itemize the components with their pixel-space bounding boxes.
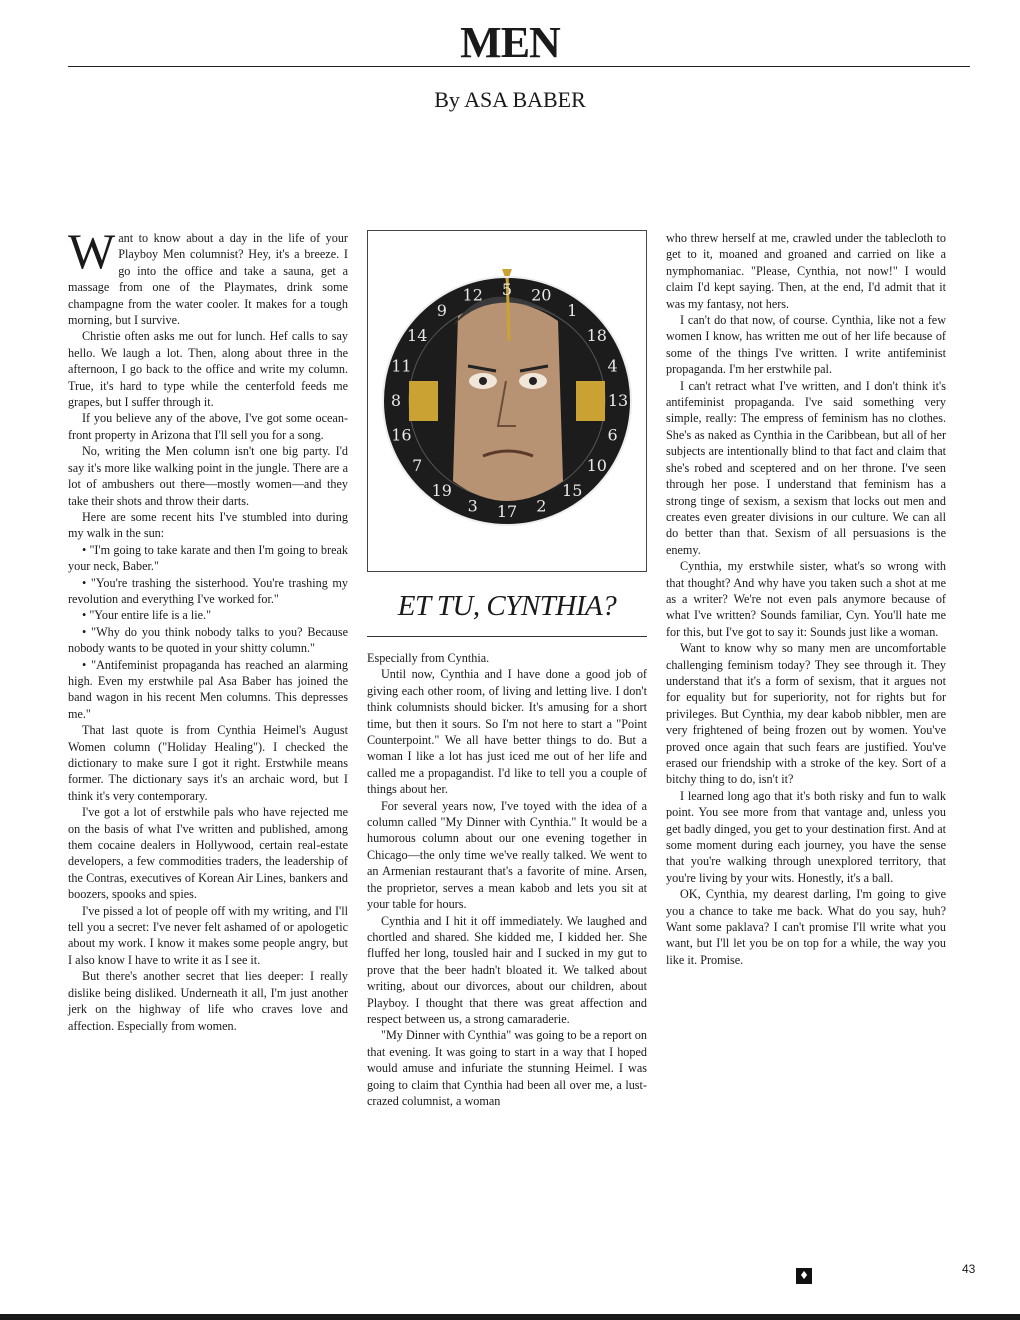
paragraph — [68, 410, 348, 443]
dartboard-number: 10 — [586, 456, 607, 476]
paragraph — [68, 223, 348, 328]
dartboard-number: 1 — [567, 301, 578, 321]
dartboard-number: 12 — [462, 285, 483, 305]
paragraph-text: • "Why do you think nobody talks to you? Because nobody wants to be quoted in your shitty column." — [68, 624, 348, 656]
page-title: MEN — [460, 18, 560, 67]
paragraph-text: Cynthia, my erstwhile sister, what's so wrong with that thought? And why have you taken such a shot at me as a writer? We're not even pals anymore because of what I've written? Sounds familiar, Cyn. You'll hate me for this, but I've got to say it: Sounds just like a woman. — [666, 559, 946, 639]
paragraph-text: That last quote is from Cynthia Heimel's August Women column ("Holiday Healing"). I checked the dictionary to make sure I got it right. Erstwhile means former. The dictionary says it's an archaic word, but I think it's very contemporary. — [68, 723, 348, 803]
dartboard-number: 8 — [390, 391, 402, 410]
dartboard-number: 18 — [586, 325, 607, 345]
column-1 — [68, 223, 348, 1034]
paragraph — [68, 804, 348, 902]
paragraph-text: ant to know about a day in the life of your Playboy Men columnist? Hey, it's a breeze. I go into the office and take a sauna, get a massage from one of the Playmates, drink some champagne from the water cooler. It makes for a tough morning, but I survive. — [68, 231, 348, 328]
paragraph — [666, 788, 946, 886]
paragraph — [68, 328, 348, 410]
paragraph-text: "My Dinner with Cynthia" was going to be a report on that evening. It was going to start in a way that I hoped would amuse and infuriate the stunning Heimel. I was going to claim that Cynthia had been all over me, a lust-crazed columnist, a woman — [367, 1028, 647, 1108]
paragraph — [68, 443, 348, 509]
paragraph — [666, 558, 946, 640]
paragraph — [666, 230, 946, 312]
paragraph — [68, 657, 348, 723]
dartboard-number: 5 — [501, 280, 513, 299]
dartboard-number: 2 — [536, 496, 547, 516]
paragraph-text: I learned long ago that it's both risky and fun to walk point. You see more from that vantage and, unless you get badly dinged, you get to your destination first. And at some moment during each journey, you have the sense that you're walking through unexplored territory, that you're living by your wits. Honestly, it's a ball. — [666, 788, 946, 885]
dartboard-number: 20 — [531, 285, 552, 305]
paragraph — [367, 666, 647, 797]
paragraph — [666, 886, 946, 968]
paragraph-text: • "Antifeminist propaganda has reached an alarming high. Even my erstwhile pal Asa Baber has joined the band wagon in his recent Men columns. This depresses me." — [68, 657, 348, 721]
headline-rule — [367, 636, 647, 637]
paragraph-text: Until now, Cynthia and I have done a good job of giving each other room, of living and letting live. I don't think columnists should bicker. It's amusing for a short time, but then it sours. So I'm not here to start a "Point Counterpoint." We all have better things to do. But a woman I like a lot has just iced me out of her life and called me a propagandist. I'd like to tell you a couple of things about her. — [367, 667, 647, 797]
column-2 — [367, 650, 647, 1109]
paragraph — [367, 1027, 647, 1109]
dartboard-number: 19 — [431, 480, 452, 500]
dartboard-number: 11 — [391, 356, 412, 376]
paragraph — [68, 509, 348, 542]
paragraph-text: • "You're trashing the sisterhood. You're trashing my revolution and everything I've worked for." — [68, 575, 348, 606]
paragraph-text: Cynthia and I hit it off immediately. We laughed and chortled and shared. She kidded me, I kidded her. She fluffed her long, tousled hair and I sucked in my gut to prove that the beer hadn't bloated it. We talked about writing, about our divorces, about our children, about Playboy. I thought that there was great affection and respect between us, a strong camaraderie. — [367, 913, 647, 1026]
paragraph — [68, 607, 348, 623]
paragraph — [666, 312, 946, 378]
article-headline: ET TU, CYNTHIA? — [397, 590, 617, 622]
paragraph-text: who threw herself at me, crawled under the tablecloth to get to it, moaned and groaned and carried on like a nymphomaniac. "Please, Cynthia, not now!" I would claim I'd kept saying. Then, at the end, I'd admit that it was my fantasy, not hers. — [666, 231, 946, 311]
paragraph-text: • "I'm going to take karate and then I'm going to break your neck, Baber." — [68, 542, 348, 574]
paragraph — [68, 903, 348, 969]
paragraph-text: I've pissed a lot of people off with my writing, and I'll tell you a secret: I've never felt ashamed of or apologetic about my work. I know it makes some people angry, but I also know I have to write it as I see it. — [68, 903, 348, 967]
paragraph-text: Christie often asks me out for lunch. Hef calls to say hello. We laugh a lot. Then, along about three in the afternoon, I go back to the office and write my column. True, it's hard to type while the centerfold feeds me grapes, but I suffer through it. — [68, 329, 348, 410]
paragraph — [68, 542, 348, 575]
dartboard-number: 9 — [436, 301, 447, 321]
drop-cap: W — [68, 223, 116, 279]
dartboard-number: 6 — [607, 425, 618, 445]
dartboard-number: 15 — [562, 480, 583, 500]
byline: By ASA BABER — [434, 87, 586, 112]
dartboard-portrait-icon — [368, 231, 646, 571]
paragraph-text: • "Your entire life is a lie." — [82, 608, 212, 623]
paragraph — [68, 624, 348, 657]
paragraph-text: For several years now, I've toyed with the idea of a column called "My Dinner with Cynthia." It would be a humorous column about our one evening together in Chicago—the only time we've really talked. We went to an Armenian restaurant that's a favorite of mine. Arsen, the proprietor, serves a mean kabob and lets you sit at your table for hours. — [367, 798, 647, 912]
paragraph — [68, 575, 348, 608]
paragraph-text: I've got a lot of erstwhile pals who have rejected me on the basis of what I've written and published, among them cocaine dealers in Hollywood, certain real-estate developers, a few commodities traders, the leadership of the Contras, executives of Korean Air Lines, bankers and boozers, spooks and spies. — [68, 805, 348, 902]
paragraph — [68, 722, 348, 804]
paragraph — [367, 650, 647, 666]
playboy-bunny-icon: ♦ — [796, 1268, 812, 1284]
column-3 — [666, 230, 946, 968]
paragraph-text: I can't do that now, of course. Cynthia, like not a few women I know, has written me out of her life because of some of the things I've written. I write antifeminist propaganda. I'm her erstwhile pal. — [666, 313, 946, 377]
paragraph-text: No, writing the Men column isn't one big party. I'd say it's more like walking point in the jungle. There are a lot of ambushers out there—mostly women—and they take their shots and throw their darts. — [68, 444, 348, 508]
illustration — [367, 230, 647, 572]
dartboard-number: 16 — [391, 425, 412, 445]
paragraph-text: OK, Cynthia, my dearest darling, I'm going to give you a chance to take me back. What do you say, huh? Want some paklava? I can't promise I'll write what you want, but I'll let you be on top for a while, the way you like it. Promise. — [666, 887, 946, 967]
dartboard-number: 14 — [407, 325, 428, 345]
dartboard-number: 3 — [467, 496, 478, 516]
title-rule — [68, 66, 970, 67]
paragraph-text: If you believe any of the above, I've got some ocean-front property in Arizona that I'll sell you for a song. — [68, 411, 348, 442]
paragraph — [367, 913, 647, 1028]
paragraph — [68, 968, 348, 1034]
paragraph — [367, 798, 647, 913]
bottom-border — [0, 1314, 1020, 1320]
paragraph-text: Want to know why so many men are uncomfortable challenging feminism today? They see through it. They understand that it's a form of sexism, that it argues not for equality but for superiority, not for rights but for privileges. But Cynthia, my dear kabob nibbler, men are very frightened of being frozen out by women. You've proved once again that such fears are justified. You've erased our friendship with a stroke of the key. Sort of a bitchy thing to do, isn't it? — [666, 641, 946, 787]
paragraph — [666, 640, 946, 788]
dartboard-number: 13 — [607, 391, 629, 410]
page-number: 43 — [962, 1262, 976, 1276]
dartboard-number: 4 — [607, 356, 618, 376]
dartboard-number: 7 — [412, 456, 423, 476]
paragraph — [666, 378, 946, 558]
paragraph-text: Here are some recent hits I've stumbled into during my walk in the sun: — [68, 509, 348, 541]
paragraph-text: I can't retract what I've written, and I don't think it's antifeminist propaganda. I've said something very simple, really: The empress of feminism has no clothes. She's as naked as Cynthia in the Caribbean, but all of her subjects are intentionally blind to that fact and claim that she's robed and sceptered and on her throne. I've seen through her pose. I understand that feminism has a strong tinge of sexism, a sexism that locks out men and creates even greater divisions in our culture. We can all do better than that. Sexism of all persuasions is the enemy. — [666, 378, 946, 557]
dartboard-number: 17 — [496, 502, 518, 521]
paragraph-text: Especially from Cynthia. — [367, 651, 490, 665]
paragraph-text: But there's another secret that lies deeper: I really dislike being disliked. Underneath it all, I'm just another jerk on the highway of life who craves love and affection. Especially from women. — [68, 969, 348, 1033]
